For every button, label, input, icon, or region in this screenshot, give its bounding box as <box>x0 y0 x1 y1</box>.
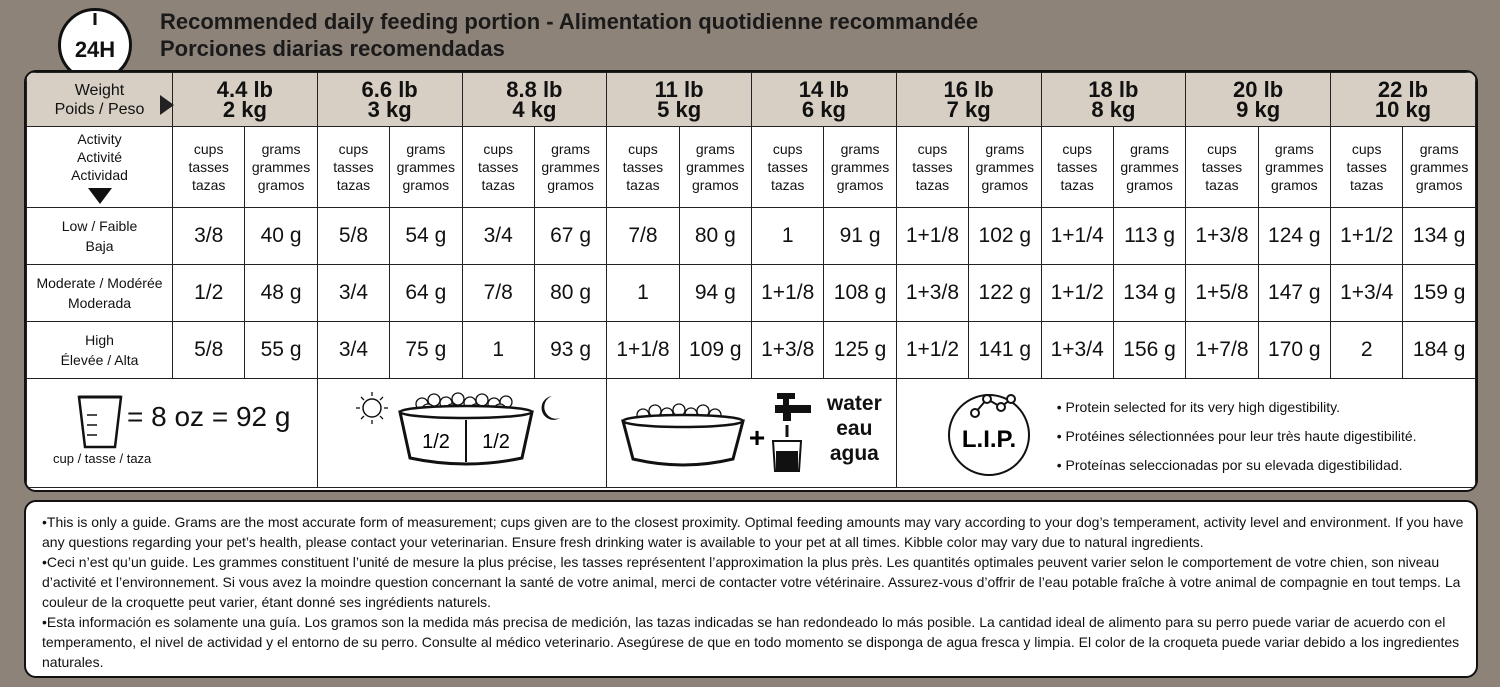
cups-value: 3/8 <box>173 208 245 265</box>
activity-level-text: Moderada <box>67 295 132 311</box>
unit-label: tazas <box>915 177 950 193</box>
cup-label: cup / tasse / taza <box>53 451 152 466</box>
unit-label: cups <box>1351 141 1382 157</box>
activity-label-es: Actividad <box>71 167 128 183</box>
faucet-icon <box>773 393 811 471</box>
unit-grams-header <box>390 127 462 208</box>
unit-label: grammes <box>975 159 1034 175</box>
grams-value: 55 g <box>245 322 317 379</box>
weight-lb: 14 lb <box>798 76 849 102</box>
food-water-cell <box>607 379 897 488</box>
lip-bullet-es: • Proteínas seleccionadas por su elevada digestibilidad. <box>1056 457 1403 473</box>
unit-label: grams <box>1130 141 1170 157</box>
lip-bullets <box>1057 393 1417 480</box>
unit-label: grams <box>406 141 446 157</box>
weight-lb: 22 lb <box>1377 76 1429 102</box>
weight-lb: 18 lb <box>1088 76 1139 102</box>
grams-value: 80 g <box>534 265 606 322</box>
grams-value: 93 g <box>534 322 606 379</box>
weight-lb: 6.6 lb <box>361 76 418 102</box>
weight-kg: 5 kg <box>657 96 702 122</box>
water-en: water <box>826 392 882 415</box>
clock-label: 24H <box>74 37 116 62</box>
grams-value: 113 g <box>1113 208 1185 265</box>
grams-value: 134 g <box>1113 265 1185 322</box>
cups-value: 5/8 <box>317 208 389 265</box>
weight-kg: 7 kg <box>946 96 991 122</box>
grams-value: 122 g <box>969 265 1041 322</box>
title-line-1: Recommended daily feeding portion - Alimentation quotidienne recommandée <box>160 9 979 34</box>
unit-label: tasses <box>767 159 808 175</box>
unit-label: gramos <box>257 177 305 193</box>
unit-label: gramos <box>1126 177 1173 193</box>
bowl-water-icon <box>615 389 815 479</box>
activity-label-fr: Activité <box>76 149 123 165</box>
unit-label: grams <box>261 141 301 157</box>
unit-grams-header <box>1403 127 1476 208</box>
unit-label: cups <box>917 141 948 157</box>
weight-header <box>27 73 173 127</box>
unit-label: cups <box>193 141 224 157</box>
half-left: 1/2 <box>422 430 450 453</box>
grams-value: 159 g <box>1403 265 1476 322</box>
cups-value: 1+1/2 <box>896 322 968 379</box>
cups-value: 1+3/4 <box>1331 265 1403 322</box>
unit-label: gramos <box>547 177 594 193</box>
cups-value: 3/4 <box>317 322 389 379</box>
split-bowl-icon <box>352 386 572 476</box>
unit-label: tasses <box>622 159 664 175</box>
activity-level-label <box>27 208 173 265</box>
unit-label: tasses <box>333 159 374 175</box>
lip-protein-cell <box>896 379 1475 488</box>
weight-lb: 4.4 lb <box>216 76 273 102</box>
cup-measure-cell <box>27 379 318 488</box>
unit-label: gramos <box>981 177 1029 193</box>
activity-level-label <box>27 322 173 379</box>
activity-label-en: Activity <box>77 131 122 147</box>
cups-value: 3/4 <box>462 208 534 265</box>
weight-lb: 20 lb <box>1233 76 1284 102</box>
unit-label: tazas <box>336 177 371 193</box>
weight-lb: 8.8 lb <box>506 76 563 102</box>
weight-column-header <box>607 73 752 127</box>
weight-column-header <box>896 73 1041 127</box>
unit-label: cups <box>628 141 658 157</box>
unit-cups-header <box>173 127 245 208</box>
unit-label: tasses <box>1056 159 1098 175</box>
grams-value: 54 g <box>390 208 462 265</box>
cups-value: 1+1/8 <box>896 208 968 265</box>
weight-column-header <box>752 73 897 127</box>
arrow-down-icon <box>88 188 112 204</box>
grams-value: 108 g <box>824 265 896 322</box>
note-es: •Esta información es solamente una guía. Los gramos son la medida más precisa de medición, las tazas indicadas se han redondeado lo más posible. La cantidad ideal de alimento para su perro puede variar de acuerdo con el temperamento, el nivel de actividad y el entorno de su perro. Consulte al médico veterinario. Asegúrese de que en todo momento se disponga de agua fresca y limpia. El color de la croqueta puede variar debido a los ingredientes naturales. <box>42 614 1460 670</box>
unit-grams-header <box>1113 127 1185 208</box>
weight-column-header <box>1186 73 1331 127</box>
cups-value: 1/2 <box>173 265 245 322</box>
unit-label: tasses <box>477 159 519 175</box>
unit-grams-header <box>245 127 317 208</box>
unit-label: tazas <box>1060 177 1094 193</box>
unit-label: tasses <box>1201 159 1243 175</box>
grams-value: 134 g <box>1403 208 1476 265</box>
unit-label: tazas <box>1349 177 1384 193</box>
grams-value: 109 g <box>679 322 751 379</box>
svg-text:+: + <box>749 422 766 453</box>
cups-value: 7/8 <box>607 208 679 265</box>
measuring-cup-icon <box>75 393 125 451</box>
unit-label: grams <box>840 141 880 157</box>
unit-label: tazas <box>481 177 515 193</box>
unit-label: grammes <box>251 159 311 175</box>
unit-label: grams <box>1419 141 1459 157</box>
title-line-2: Porciones diarias recomendadas <box>160 36 505 61</box>
unit-label: tazas <box>1205 177 1239 193</box>
page-title <box>160 8 978 62</box>
cups-value: 1+1/8 <box>607 322 679 379</box>
grams-value: 48 g <box>245 265 317 322</box>
activity-level-label <box>27 265 173 322</box>
cups-value: 1+1/8 <box>752 265 824 322</box>
weight-kg: 6 kg <box>801 96 846 122</box>
lip-logo-icon <box>937 387 1041 479</box>
cups-value: 1+1/2 <box>1041 265 1113 322</box>
grams-value: 80 g <box>679 208 751 265</box>
weight-kg: 10 kg <box>1374 96 1432 122</box>
unit-label: grammes <box>396 159 455 175</box>
unit-label: cups <box>338 141 369 157</box>
cups-value: 1+1/4 <box>1041 208 1113 265</box>
water-label <box>827 391 882 466</box>
unit-label: grams <box>985 141 1025 157</box>
notes-box <box>24 500 1478 678</box>
unit-grams-header <box>969 127 1041 208</box>
unit-label: grammes <box>1120 159 1179 175</box>
half-right: 1/2 <box>482 430 510 453</box>
unit-grams-header <box>534 127 606 208</box>
unit-cups-header <box>607 127 679 208</box>
grams-value: 147 g <box>1258 265 1330 322</box>
lip-bullet-fr: • Protéines sélectionnées pour leur très haute digestibilité. <box>1056 428 1417 444</box>
unit-cups-header <box>896 127 968 208</box>
cup-equation: = 8 oz = 92 g <box>127 401 291 432</box>
water-es: agua <box>829 442 879 465</box>
unit-label: gramos <box>691 177 739 193</box>
grams-value: 170 g <box>1258 322 1330 379</box>
unit-label: cups <box>1207 141 1237 157</box>
grams-value: 156 g <box>1113 322 1185 379</box>
unit-cups-header <box>1041 127 1113 208</box>
table-row <box>27 322 1476 379</box>
grams-value: 102 g <box>969 208 1041 265</box>
cups-value: 1+3/8 <box>1186 208 1258 265</box>
weight-kg: 2 kg <box>222 96 267 122</box>
cups-value: 1 <box>462 322 534 379</box>
unit-label: grams <box>695 141 735 157</box>
sun-icon <box>356 392 388 424</box>
cups-value: 7/8 <box>462 265 534 322</box>
unit-cups-header <box>462 127 534 208</box>
cups-value: 1+5/8 <box>1186 265 1258 322</box>
cups-value: 1+7/8 <box>1186 322 1258 379</box>
grams-value: 67 g <box>534 208 606 265</box>
unit-label: gramos <box>1415 177 1463 193</box>
unit-label: gramos <box>836 177 884 193</box>
unit-label: tasses <box>1346 159 1387 175</box>
weight-kg: 9 kg <box>1236 96 1281 122</box>
grams-value: 94 g <box>679 265 751 322</box>
grams-value: 124 g <box>1258 208 1330 265</box>
unit-label: grammes <box>1265 159 1324 175</box>
weight-column-header <box>1041 73 1186 127</box>
activity-header <box>27 127 173 208</box>
grams-value: 64 g <box>390 265 462 322</box>
moon-icon <box>542 396 560 420</box>
unit-label: tasses <box>912 159 953 175</box>
grams-value: 125 g <box>824 322 896 379</box>
unit-label: tasses <box>188 159 229 175</box>
weight-lb: 16 lb <box>943 76 994 102</box>
grams-value: 75 g <box>390 322 462 379</box>
cups-value: 1+3/8 <box>896 265 968 322</box>
activity-level-text: Low / Faible <box>61 218 138 234</box>
arrow-right-icon <box>160 95 174 115</box>
note-fr: •Ceci n’est qu’un guide. Les grammes constituent l’unité de mesure la plus précise, les tasses représentent l’approximation la plus près. Les quantités optimales peuvent varier selon le comportement de votre chien, son niveau d’activité et l’environnement. Si vous avez la moindre question concernant la santé de votre animal, merci de contacter votre vétérinaire. Assurez-vous d’offrir de l’eau potable fraîche à votre animal de compagnie en tout temps. La couleur de la croquette peut varier, étant donné ses ingrédients naturels. <box>42 554 1461 610</box>
unit-grams-header <box>824 127 896 208</box>
weight-kg: 3 kg <box>367 96 412 122</box>
weight-lb: 11 lb <box>654 76 704 102</box>
cups-value: 3/4 <box>317 265 389 322</box>
day-night-split-cell <box>317 379 607 488</box>
note-en: •This is only a guide. Grams are the most accurate form of measurement; cups given are to the closest proximity. Optimal feeding amounts may vary according to your dog’s temperament, activity level and environment. If you have any questions regarding your pet’s health, please contact your veterinarian. Ensure fresh drinking water is available to your pet at all times. Kibble color may vary due to natural ingredients. <box>42 514 1464 550</box>
grams-value: 141 g <box>969 322 1041 379</box>
unit-label: grammes <box>541 159 600 175</box>
unit-label: tazas <box>626 177 660 193</box>
grams-value: 91 g <box>824 208 896 265</box>
unit-label: cups <box>1062 141 1092 157</box>
water-fr: eau <box>836 417 873 440</box>
unit-label: grammes <box>1410 159 1469 175</box>
unit-cups-header <box>317 127 389 208</box>
weight-column-header <box>173 73 318 127</box>
cups-value: 1+3/8 <box>752 322 824 379</box>
lip-text: L.I.P. <box>961 426 1016 453</box>
activity-level-text: Moderate / Modérée <box>36 275 163 291</box>
lip-bullet-en: • Protein selected for its very high digestibility. <box>1056 399 1340 415</box>
activity-level-text: Élevée / Alta <box>60 352 139 368</box>
cups-value: 1+3/4 <box>1041 322 1113 379</box>
table-row <box>27 208 1476 265</box>
weight-label-2: Poids / Peso <box>54 100 145 118</box>
cups-value: 1 <box>607 265 679 322</box>
cups-value: 2 <box>1331 322 1403 379</box>
weight-column-header <box>1331 73 1476 127</box>
weight-column-header <box>317 73 462 127</box>
feeding-table <box>24 70 1478 492</box>
unit-label: cups <box>772 141 803 157</box>
unit-label: grammes <box>830 159 890 175</box>
unit-cups-header <box>1186 127 1258 208</box>
cups-value: 1+1/2 <box>1331 208 1403 265</box>
grams-value: 40 g <box>245 208 317 265</box>
cups-value: 5/8 <box>173 322 245 379</box>
weight-kg: 4 kg <box>512 96 557 122</box>
unit-grams-header <box>1258 127 1330 208</box>
unit-label: tazas <box>191 177 226 193</box>
cups-value: 1 <box>752 208 824 265</box>
unit-label: cups <box>483 141 513 157</box>
unit-label: grams <box>1274 141 1314 157</box>
weight-label-1: Weight <box>74 81 125 99</box>
weight-kg: 8 kg <box>1091 96 1136 122</box>
table-row <box>27 265 1476 322</box>
activity-level-text: Baja <box>85 238 114 254</box>
unit-cups-header <box>752 127 824 208</box>
unit-cups-header <box>1331 127 1403 208</box>
unit-label: grams <box>551 141 591 157</box>
unit-label: gramos <box>1270 177 1318 193</box>
grams-value: 184 g <box>1403 322 1476 379</box>
weight-column-header <box>462 73 607 127</box>
unit-grams-header <box>679 127 751 208</box>
unit-label: tazas <box>770 177 805 193</box>
unit-label: gramos <box>402 177 450 193</box>
unit-label: grammes <box>686 159 745 175</box>
activity-level-text: High <box>85 332 114 348</box>
